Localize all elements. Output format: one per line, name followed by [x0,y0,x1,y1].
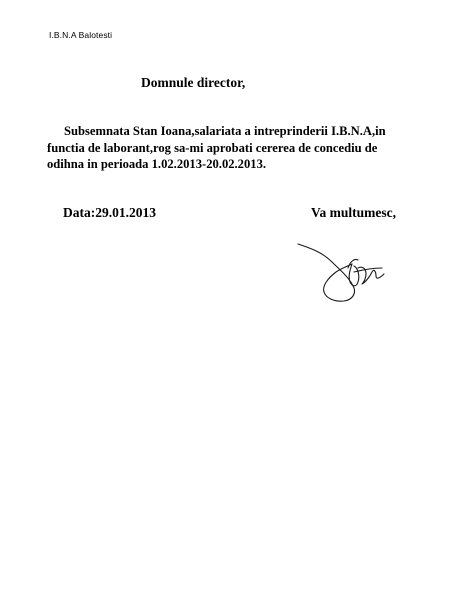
body-line-2: functia de laborant,rog sa-mi aprobati cererea de concediu de [47,140,378,155]
signature-icon [292,238,392,310]
salutation: Domnule director, [141,75,246,90]
letter-body [47,123,404,173]
body-line-1: Subsemnata Stan Ioana,salariata a intreprinderii I.B.N.A,in [64,124,386,138]
date-line: Data:29.01.2013 [63,205,156,220]
closing-line: Va multumesc, [311,205,397,220]
body-line-3: odihna in perioada 1.02.2013-20.02.2013. [47,157,267,171]
organization-header: I.B.N.A Balotesti [49,30,113,40]
